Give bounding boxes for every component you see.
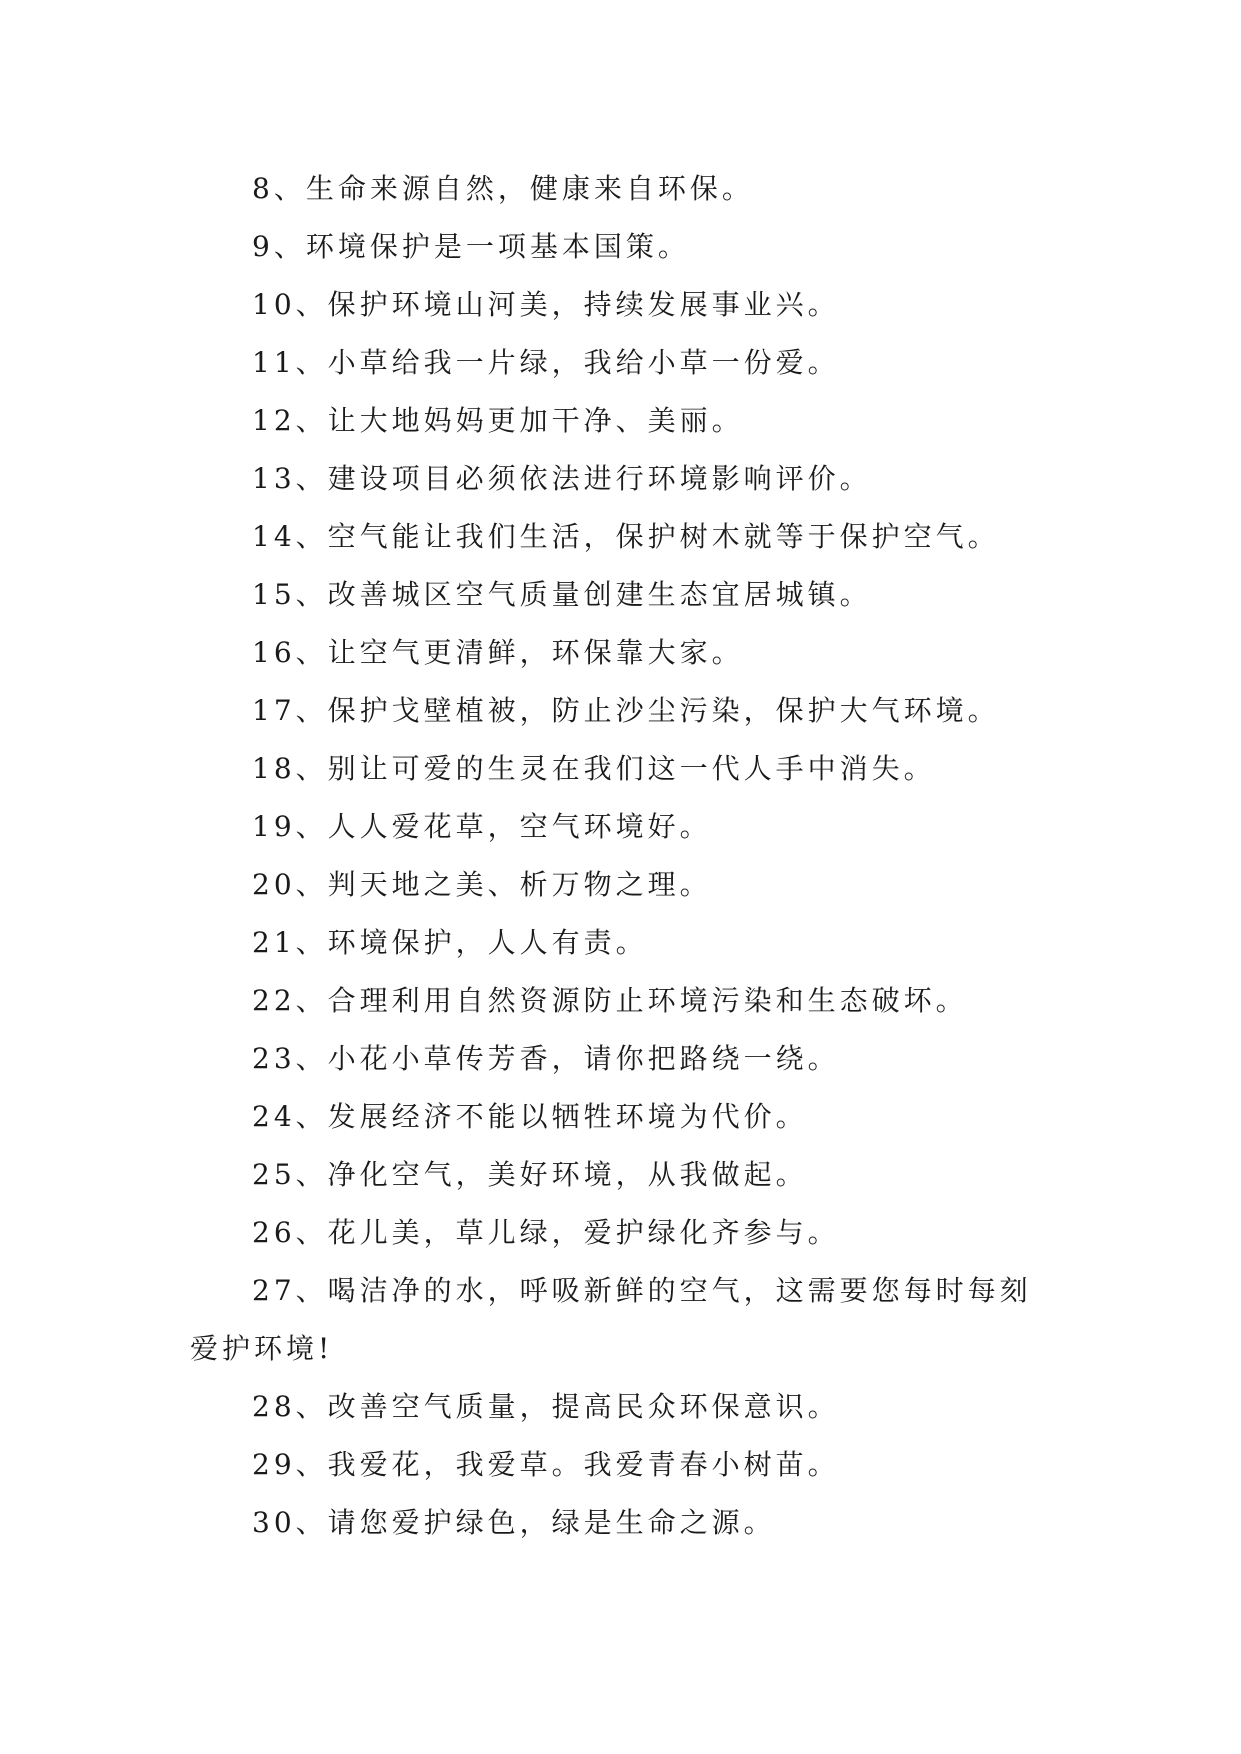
slogan-item-8: 8、生命来源自然，健康来自环保。 xyxy=(252,172,754,205)
slogan-item-20: 20、判天地之美、析万物之理。 xyxy=(252,868,712,901)
slogan-item-17: 17、保护戈壁植被，防止沙尘污染，保护大气环境。 xyxy=(252,694,1000,727)
slogan-item-22: 22、合理利用自然资源防止环境污染和生态破坏。 xyxy=(252,984,968,1017)
slogan-item-19: 19、人人爱花草，空气环境好。 xyxy=(252,810,712,843)
slogan-item-25: 25、净化空气，美好环境，从我做起。 xyxy=(252,1158,808,1191)
slogan-item-11: 11、小草给我一片绿，我给小草一份爱。 xyxy=(252,346,840,379)
slogan-item-13: 13、建设项目必须依法进行环境影响评价。 xyxy=(252,462,872,495)
slogan-item-10: 10、保护环境山河美，持续发展事业兴。 xyxy=(252,288,840,321)
slogan-item-27: 27、喝洁净的水，呼吸新鲜的空气，这需要您每时每刻爱护环境! xyxy=(190,1274,1032,1365)
slogan-item-14: 14、空气能让我们生活，保护树木就等于保护空气。 xyxy=(252,520,1000,553)
slogan-item-30: 30、请您爱护绿色，绿是生命之源。 xyxy=(252,1506,776,1539)
slogan-item-26: 26、花儿美，草儿绿，爱护绿化齐参与。 xyxy=(252,1216,840,1249)
slogan-item-24: 24、发展经济不能以牺牲环境为代价。 xyxy=(252,1100,808,1133)
slogan-item-21: 21、环境保护，人人有责。 xyxy=(252,926,648,959)
slogan-item-15: 15、改善城区空气质量创建生态宜居城镇。 xyxy=(252,578,872,611)
slogan-item-18: 18、别让可爱的生灵在我们这一代人手中消失。 xyxy=(252,752,936,785)
slogan-item-28: 28、改善空气质量，提高民众环保意识。 xyxy=(252,1390,840,1423)
slogan-item-9: 9、环境保护是一项基本国策。 xyxy=(252,230,690,263)
slogan-item-29: 29、我爱花，我爱草。我爱青春小树苗。 xyxy=(252,1448,840,1481)
slogan-list xyxy=(190,160,1050,1552)
slogan-item-12: 12、让大地妈妈更加干净、美丽。 xyxy=(252,404,744,437)
slogan-item-16: 16、让空气更清鲜，环保靠大家。 xyxy=(252,636,744,669)
slogan-item-23: 23、小花小草传芳香，请你把路绕一绕。 xyxy=(252,1042,840,1075)
